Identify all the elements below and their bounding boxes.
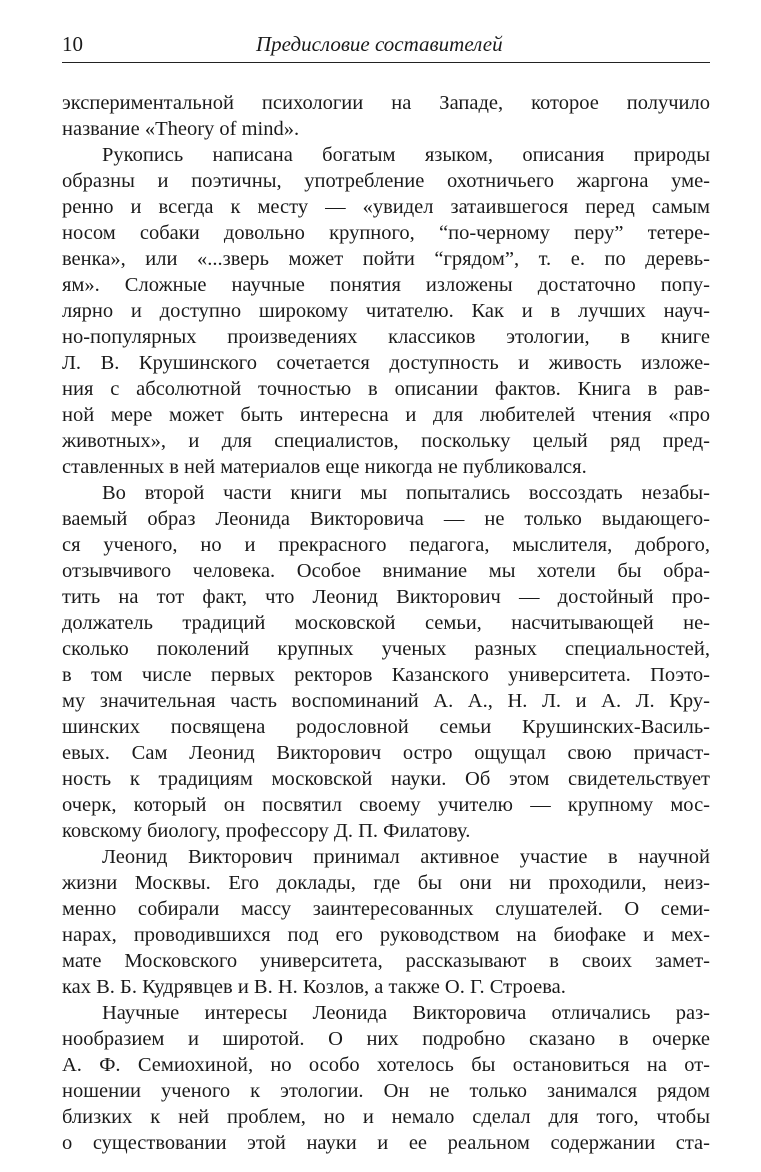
text-line: жизни Москвы. Его доклады, где бы они ни проходили, неиз- (62, 872, 710, 894)
page-number: 10 (62, 32, 83, 56)
text-line: му значительная часть воспоминаний А. А., Н. Л. и А. Л. Кру- (62, 690, 710, 712)
text-line: животных», и для специалистов, поскольку целый ряд пред- (62, 430, 710, 452)
text-line: ставленных в ней материалов еще никогда не публиковался. (62, 456, 587, 478)
text-line: Во второй части книги мы попытались воссоздать незабы- (102, 482, 710, 504)
text-line: ношении ученого к этологии. Он не только занимался рядом (62, 1080, 710, 1102)
text-line: нарах, проводившихся под его руководством на биофаке и мех- (62, 924, 710, 946)
running-title: Предисловие составителей (256, 32, 503, 56)
text-line: очерк, который он посвятил своему учителю — крупному мос- (62, 794, 710, 816)
text-line: образны и поэтичны, употребление охотничьего жаргона уме- (62, 170, 710, 192)
text-line: близких к ней проблем, но и немало сделал для того, чтобы (62, 1106, 710, 1128)
paragraph (62, 480, 710, 844)
text-line: о существовании этой науки и ее реальном содержании ста- (62, 1132, 710, 1154)
text-line: ся ученого, но и прекрасного педагога, мыслителя, доброго, (62, 534, 710, 556)
text-line: ваемый образ Леонида Викторовича — не только выдающего- (62, 508, 710, 530)
text-line: ренно и всегда к месту — «увидел затаившегося перед самым (62, 196, 710, 218)
text-line: Л. В. Крушинского сочетается доступность и живость изложе- (62, 352, 710, 374)
text-line: шинских посвящена родословной семьи Крушинских-Василь- (62, 716, 710, 738)
running-header (62, 28, 710, 63)
paragraph (62, 1000, 710, 1156)
text-line: Леонид Викторович принимал активное участие в научной (102, 846, 710, 868)
text-line: менно собирали массу заинтересованных слушателей. О семи- (62, 898, 710, 920)
text-line: носом собаки довольно крупного, “по-черному перу” тетере- (62, 222, 710, 244)
paragraph (62, 90, 710, 142)
text-line: ках В. Б. Кудрявцев и В. Н. Козлов, а также О. Г. Строева. (62, 976, 566, 998)
text-line: ния с абсолютной точностью в описании фактов. Книга в рав- (62, 378, 710, 400)
text-line: сколько поколений крупных ученых разных специальностей, (62, 638, 710, 660)
text-line: ность к традициям московской науки. Об этом свидетельствует (62, 768, 710, 790)
text-line: должатель традиций московской семьи, насчитывающей не- (62, 612, 710, 634)
text-line: экспериментальной психологии на Западе, которое получило (62, 92, 710, 114)
text-line: А. Ф. Семиохиной, но особо хотелось бы остановиться на от- (62, 1054, 710, 1076)
text-line: ной мере может быть интересна и для любителей чтения «про (62, 404, 710, 426)
text-line: евых. Сам Леонид Викторович остро ощущал свою причаст- (62, 742, 710, 764)
paragraph (62, 844, 710, 1000)
text-line: венка», или «...зверь может пойти “грядом”, т. е. по деревь- (62, 248, 710, 270)
text-line: нообразием и широтой. О них подробно сказано в очерке (62, 1028, 710, 1050)
text-line: лярно и доступно широкому читателю. Как и в лучших науч- (62, 300, 710, 322)
paragraph (62, 142, 710, 480)
text-line: Рукопись написана богатым языком, описания природы (102, 144, 710, 166)
text-line: ковскому биологу, профессору Д. П. Филатову. (62, 820, 471, 842)
text-line: Научные интересы Леонида Викторовича отличались раз- (102, 1002, 710, 1024)
text-line: мате Московского университета, рассказывают в своих замет- (62, 950, 710, 972)
text-line: название «Theory of mind». (62, 118, 300, 140)
text-line: тить на тот факт, что Леонид Викторович — достойный про- (62, 586, 710, 608)
text-line: ям». Сложные научные понятия изложены достаточно попу- (62, 274, 710, 296)
text-line: отзывчивого человека. Особое внимание мы хотели бы обра- (62, 560, 710, 582)
body-text (62, 90, 710, 1156)
text-line: но-популярных произведениях классиков этологии, в книге (62, 326, 710, 348)
text-line: в том числе первых ректоров Казанского университета. Поэто- (62, 664, 710, 686)
